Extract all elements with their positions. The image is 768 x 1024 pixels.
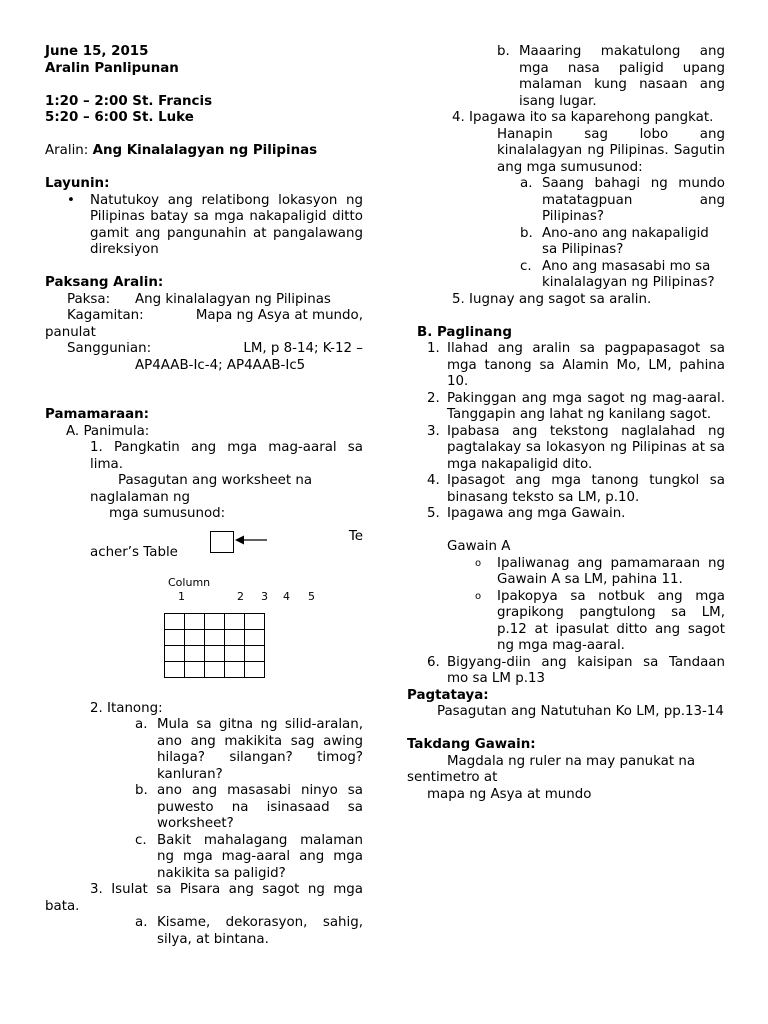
- teacher-table-row: [45, 523, 363, 563]
- paksa-label: Paksa:: [67, 291, 111, 307]
- list-item: a. Kisame, dekorasyon, sahig, silya, at bintana.: [135, 915, 363, 947]
- seating-grid: [164, 613, 265, 678]
- schedule-line: 5:20 – 6:00 St. Luke: [45, 110, 194, 125]
- list-item: 6. Bigyang-diin ang kaisipan sa Tandaan mo sa LM p.13: [427, 654, 725, 686]
- right-column: [407, 44, 725, 803]
- takdang-text: Magdala ng ruler na may panukat na sentimetro at: [407, 753, 696, 785]
- step-5: 5. Iugnay ang sagot sa aralin.: [452, 291, 652, 307]
- pagtataya-text: Pasagutan ang Natutuhan Ko LM, pp.13-14: [437, 704, 724, 719]
- paksa-value: Ang kinalalagyan ng Pilipinas: [135, 291, 331, 307]
- step-4-text: Hanapin sag lobo ang kinalalagyan ng Pilipinas. Sagutin ang mga sumusunod:: [497, 126, 725, 175]
- list-item: 5. Ipagawa ang mga Gawain.: [427, 506, 626, 521]
- aralin-title: Ang Kinalalagyan ng Pilipinas: [92, 143, 318, 158]
- list-item: o Ipaliwanag ang pamamaraan ng Gawain A sa LM, pahina 11.: [475, 555, 725, 587]
- column-number: 3: [261, 589, 268, 603]
- column-number: 1: [178, 589, 185, 603]
- step-1-sub-c: mga sumusunod:: [109, 506, 226, 521]
- layunin-heading: Layunin:: [45, 176, 110, 191]
- gawain-label: Gawain A: [447, 539, 511, 554]
- kagamitan-cont: panulat: [45, 324, 96, 340]
- list-item: 3. Ipabasa ang tekstong naglalahad ng pagtalakay sa lokasyon ng Pilipinas at sa mga nakapaligid dito.: [427, 423, 725, 472]
- schedule-line: 1:20 – 2:00 St. Francis: [45, 93, 213, 109]
- list-item: 4. Ipasagot ang mga tanong tungkol sa binasang teksto sa LM, p.10.: [427, 473, 725, 505]
- column-number: 2: [237, 589, 244, 603]
- list-item: b. ano ang masasabi ninyo sa puwesto na isinasaad sa worksheet?: [135, 783, 363, 831]
- lesson-date: June 15, 2015: [45, 44, 149, 59]
- layunin-item: [45, 193, 363, 259]
- paksa-line: [45, 292, 363, 309]
- paglinang-heading: B. Paglinang: [417, 324, 512, 340]
- pamamaraan-heading: Pamamaraan:: [45, 407, 150, 422]
- list-item: b. Ano-ano ang nakapaligid sa Pilipinas?: [520, 225, 709, 257]
- list-item: b. Maaaring makatulong ang mga nasa paligid upang malaman kung nasaan ang isang lugar.: [497, 44, 725, 109]
- sanggunian-value: LM, p 8-14; K-12 –: [243, 341, 363, 356]
- layunin-text: Natutukoy ang relatibong lokasyon ng Pilipinas batay sa mga nakapaligid ditto gamit ang pangunahin at pangalawang direksiyon: [90, 192, 363, 257]
- list-item: a. Saang bahagi ng mundo matatagpuan ang Pilipinas?: [520, 176, 725, 224]
- step-1-sub-a: Pasagutan ang worksheet na: [118, 473, 313, 488]
- subject-title: Aralin Panlipunan: [45, 60, 179, 76]
- kagamitan-line: [45, 308, 363, 325]
- teacher-table-box: [210, 531, 234, 553]
- column-number: 4: [283, 589, 290, 603]
- takdang-text-cont: mapa ng Asya at mundo: [427, 786, 592, 802]
- list-item: o Ipakopya sa notbuk ang mga grapikong pangtulong sa LM, p.12 at ipasulat ditto ang sagot ng mga mag-aaral.: [475, 588, 725, 653]
- bullet-icon: •: [67, 192, 75, 208]
- panimula-heading: A. Panimula:: [66, 423, 150, 439]
- list-item: c. Ano ang masasabi mo sa kinalalagyan ng Pilipinas?: [520, 258, 715, 290]
- step-3: 3. Isulat sa Pisara ang sagot ng mga bata.: [45, 882, 363, 914]
- step-1-sub: [45, 473, 363, 490]
- circle-bullet-icon: o: [475, 557, 482, 569]
- seating-diagram: [45, 563, 363, 701]
- circle-bullet-icon: o: [475, 590, 482, 602]
- list-item: c. Bakit mahalagang malaman ng mga mag-aaral ang mga nakikita sa paligid?: [135, 832, 363, 881]
- kagamitan-value: Mapa ng Asya at mundo,: [195, 308, 363, 323]
- step-2: 2. Itanong:: [90, 700, 163, 716]
- left-column: [45, 44, 363, 948]
- aralin-label: Aralin:: [45, 143, 89, 158]
- paksang-heading: Paksang Aralin:: [45, 275, 164, 290]
- list-item: 1. Ilahad ang aralin sa pagpapasagot sa mga tanong sa Alamin Mo, LM, pahina 10.: [427, 341, 725, 389]
- teacher-label-a: Te: [348, 528, 363, 544]
- sanggunian-line: [45, 341, 363, 358]
- aralin-line: [45, 143, 363, 160]
- kagamitan-label: Kagamitan:: [67, 308, 144, 323]
- step-4: 4. Ipagawa ito sa kaparehong pangkat.: [452, 110, 714, 125]
- pagtataya-heading: Pagtataya:: [407, 687, 489, 703]
- list-item: a. Mula sa gitna ng silid-aralan, ano ang makikita sag awing hilaga? silangan? timog? kanluran?: [135, 717, 363, 782]
- step-1-sub-b: naglalaman ng: [90, 489, 191, 505]
- step-1: 1. Pangkatin ang mga mag-aaral sa lima.: [90, 440, 363, 472]
- sanggunian-label: Sanggunian:: [67, 341, 152, 356]
- column-label: Column: [168, 575, 211, 589]
- takdang-heading: Takdang Gawain:: [407, 737, 536, 752]
- arrow-left-icon: [235, 533, 267, 547]
- column-number: 5: [308, 589, 315, 603]
- sanggunian-cont: AP4AAB-Ic-4; AP4AAB-Ic5: [135, 357, 306, 373]
- teacher-label-b: acher’s Table: [90, 544, 178, 560]
- list-item: 2. Pakinggan ang mga sagot ng mag-aaral. Tanggapin ang lahat ng kanilang sagot.: [427, 390, 725, 422]
